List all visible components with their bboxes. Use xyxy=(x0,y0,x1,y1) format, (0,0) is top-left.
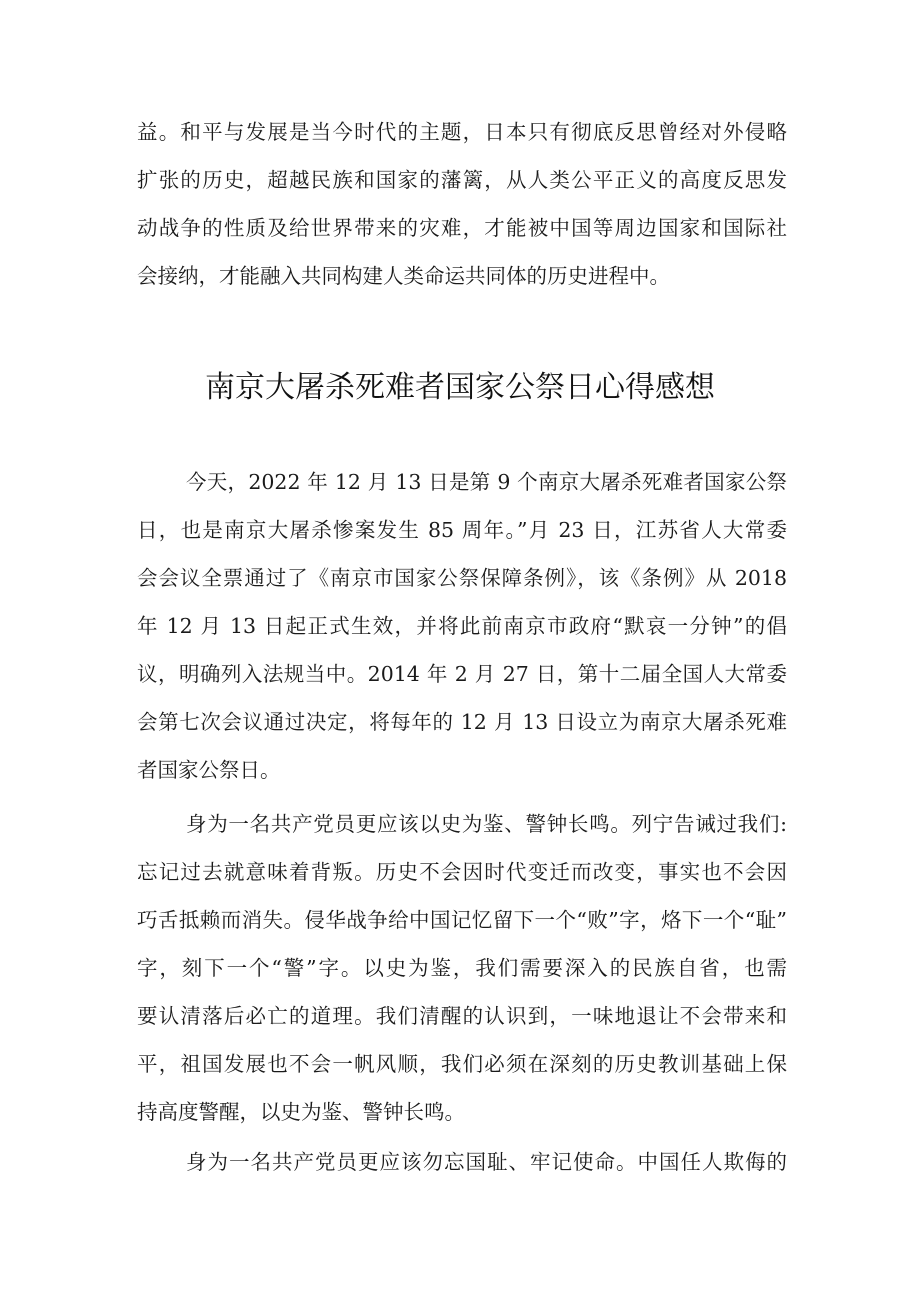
text-line: 议，明确列入法规当中。2014 年 2 月 27 日，第十二届全国人大常委 xyxy=(137,662,787,686)
text-line: 会会议全票通过了《南京市国家公祭保障条例》，该《条例》从 2018 xyxy=(137,566,787,590)
text-line: 会第七次会议通过决定，将每年的 12 月 13 日设立为南京大屠杀死难 xyxy=(137,710,787,734)
text-line: 字，刻下一个“警”字。以史为鉴，我们需要深入的民族自省，也需 xyxy=(137,956,787,980)
text-line: 会接纳，才能融入共同构建人类命运共同体的历史进程中。 xyxy=(137,264,670,288)
text-line: 益。和平与发展是当今时代的主题，日本只有彻底反思曾经对外侵略 xyxy=(137,120,787,144)
document-title: 南京大屠杀死难者国家公祭日心得感想 xyxy=(205,370,715,405)
text-line: 身为一名共产党员更应该勿忘国耻、牢记使命。中国任人欺侮的 xyxy=(186,1150,787,1174)
text-line: 者国家公祭日。 xyxy=(137,758,281,782)
text-line: 巧舌抵赖而消失。侵华战争给中国记忆留下一个“败”字，烙下一个“耻” xyxy=(137,908,787,932)
text-line: 扩张的历史，超越民族和国家的藩篱，从人类公平正义的高度反思发 xyxy=(137,168,787,192)
text-line: 忘记过去就意味着背叛。历史不会因时代变迁而改变，事实也不会因 xyxy=(137,860,787,884)
text-line: 今天，2022 年 12 月 13 日是第 9 个南京大屠杀死难者国家公祭 xyxy=(186,470,787,494)
text-line: 持高度警醒，以史为鉴、警钟长鸣。 xyxy=(137,1100,465,1124)
text-line: 年 12 月 13 日起正式生效，并将此前南京市政府“默哀一分钟”的倡 xyxy=(137,614,787,638)
text-line: 要认清落后必亡的道理。我们清醒的认识到，一味地退让不会带来和 xyxy=(137,1004,787,1028)
text-line: 动战争的性质及给世界带来的灾难，才能被中国等周边国家和国际社 xyxy=(137,216,787,240)
text-line: 身为一名共产党员更应该以史为鉴、警钟长鸣。列宁告诫过我们: xyxy=(186,812,787,836)
text-line: 日，也是南京大屠杀惨案发生 85 周年。”月 23 日，江苏省人大常委 xyxy=(137,518,787,542)
text-line: 平，祖国发展也不会一帆风顺，我们必须在深刻的历史教训基础上保 xyxy=(137,1052,787,1076)
